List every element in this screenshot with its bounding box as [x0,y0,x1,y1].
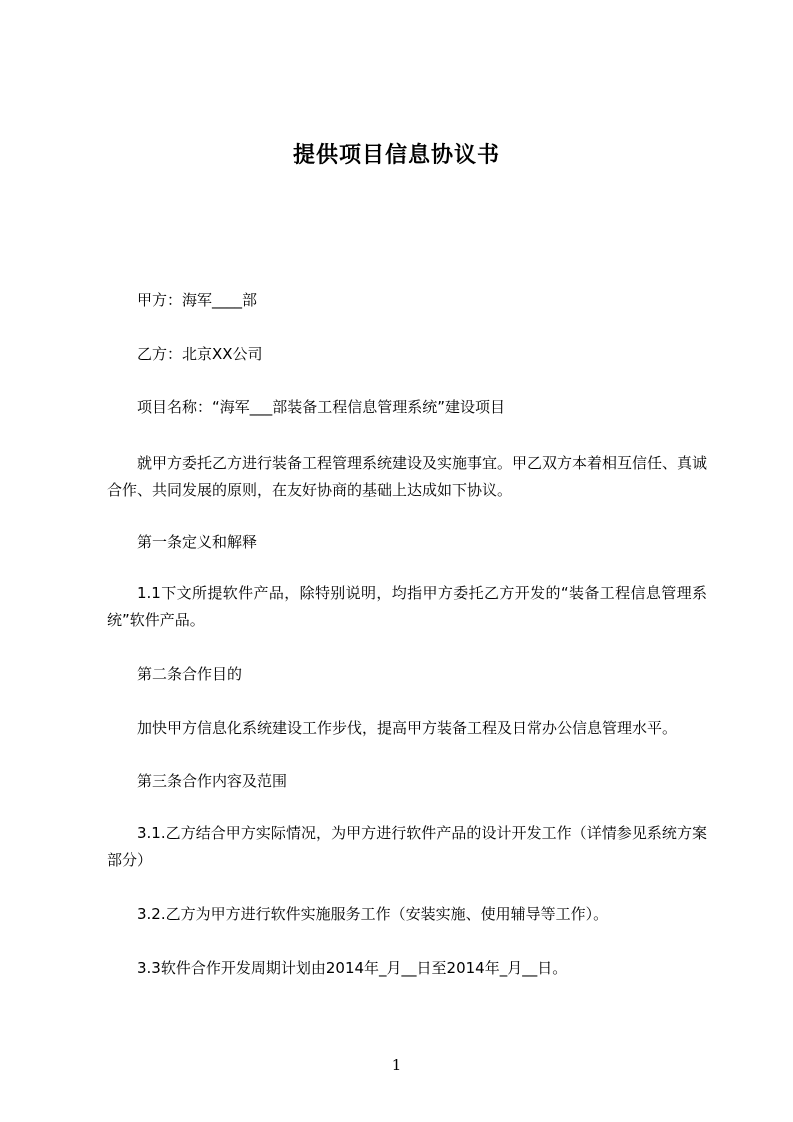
article-3-heading: 第三条合作内容及范围 [137,772,288,790]
party-b: 乙方：北京XX公司 [137,345,263,363]
document-title: 提供项目信息协议书 [292,143,500,168]
project-name: 项目名称：“海军___部装备工程信息管理系统”建设项目 [137,398,506,416]
article-3-1-paragraph: 3.1.乙方结合甲方实际情况，为甲方进行软件产品的设计开发工作（详情参见系统方案部分） [107,824,707,869]
party-a: 甲方：海军____部 [137,291,258,309]
article-1-heading: 第一条定义和解释 [137,533,258,551]
article-2-heading: 第二条合作目的 [137,665,243,683]
page-number: 1 [391,1056,402,1074]
article-2-body: 加快甲方信息化系统建设工作步伐，提高甲方装备工程及日常办公信息管理水平。 [137,719,678,737]
article-3-3: 3.3软件合作开发周期计划由2014年_月__日至2014年_月__日。 [137,959,568,977]
intro-paragraph: 就甲方委托乙方进行装备工程管理系统建设及实施事宜。甲乙双方本着相互信任、真诚合作、共同发展的原则，在友好协商的基础上达成如下协议。 [107,454,708,499]
article-3-2: 3.2.乙方为甲方进行软件实施服务工作（安装实施、使用辅导等工作）。 [137,905,609,923]
article-1-1-paragraph: 1.1下文所提软件产品，除特别说明，均指甲方委托乙方开发的“装备工程信息管理系统”软件产品。 [107,584,707,629]
